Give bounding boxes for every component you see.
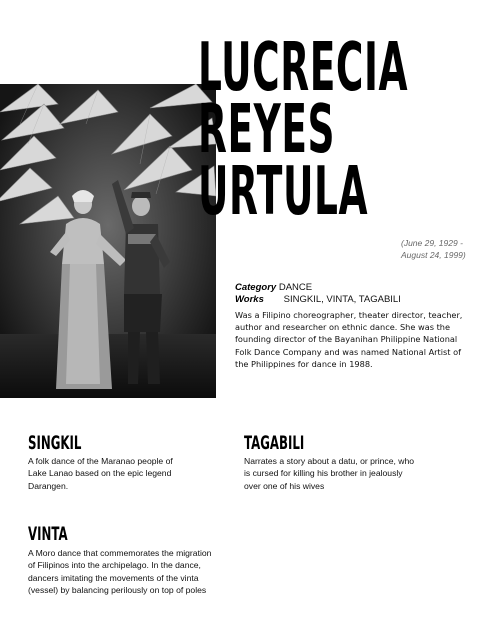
meta-info: [235, 282, 475, 306]
vinta-title: VINTA: [28, 523, 68, 545]
vinta-description: A Moro dance that commemorates the migration of Filipinos into the archipelago. In the dance, dancers imitating the movements of the vinta (vessel) by balancing perilously on top of poles: [28, 548, 212, 596]
page-title: [198, 28, 480, 230]
works-label: Works: [235, 294, 264, 305]
dancers-photo: [0, 84, 216, 398]
category-label: Category: [235, 282, 277, 293]
tagabili-title: TAGABILI: [244, 432, 305, 454]
dancers-photo-image: [0, 84, 216, 398]
category-row: [235, 282, 475, 294]
singkil-title: SINGKIL: [28, 432, 82, 454]
biography: Was a Filipino choreographer, theater director, teacher, author and researcher on ethnic dance. She was the founding director of the Bayanihan Philippine National Folk Dance Company and was named National Artist of the Philippines for dance in 1988.: [235, 310, 463, 369]
title-line-first-name: LUCRECIA: [198, 28, 409, 106]
tagabili-description: Narrates a story about a datu, or prince, who is cursed for killing his brother in jealously over one of his wives: [244, 456, 415, 491]
works-value: SINGKIL, VINTA, TAGABILI: [283, 294, 401, 305]
title-line-middle-name: REYES: [198, 90, 336, 168]
category-value: DANCE: [278, 282, 313, 293]
works-row: [235, 294, 475, 306]
life-dates: (June 29, 1929 - August 24, 1999): [401, 238, 466, 260]
title-line-last-name: URTULA: [198, 152, 369, 230]
singkil-description: A folk dance of the Maranao people of Lake Lanao based on the epic legend Darangen.: [28, 456, 173, 491]
